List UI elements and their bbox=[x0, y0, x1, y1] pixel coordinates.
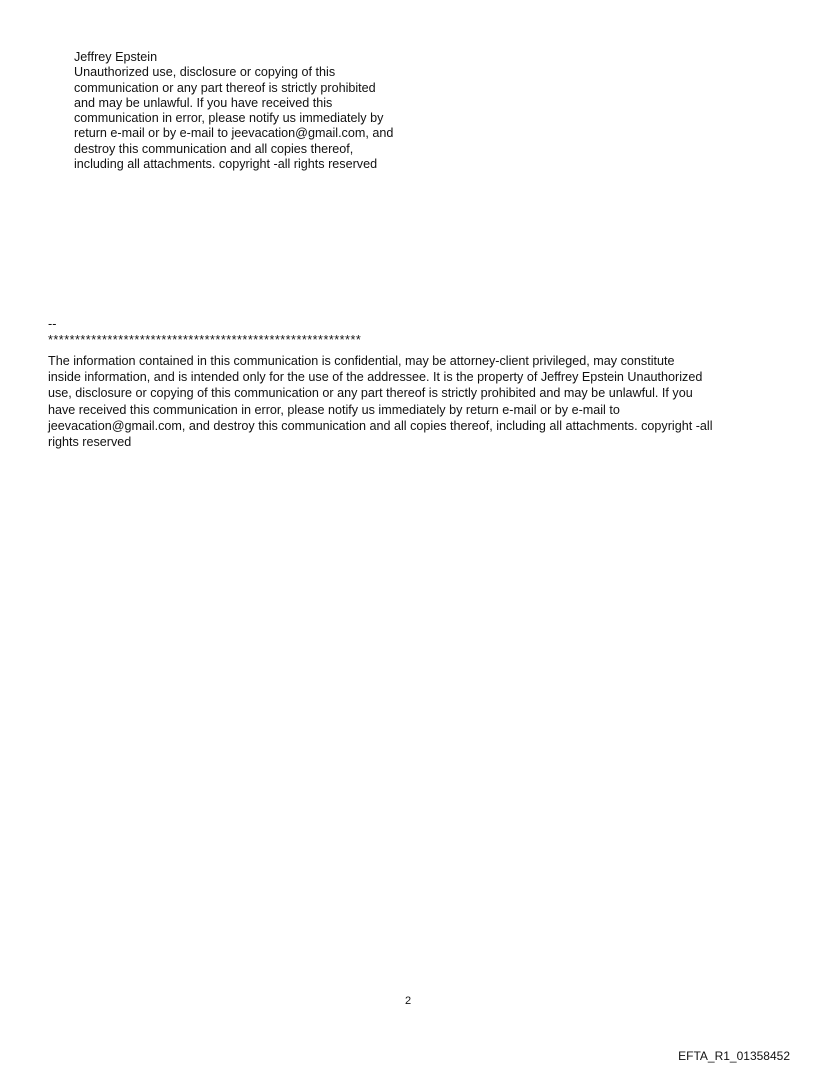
disclaimer-line: The information contained in this communication is confidential, may be attorney-client privileged, may constitute bbox=[48, 354, 675, 368]
disclaimer-line: inside information, and is intended only for the use of the addressee. It is the property of Jeffrey Epstein Unauthorized bbox=[48, 370, 703, 385]
signature-separator: -- bbox=[48, 317, 57, 331]
disclaimer-line: have received this communication in error, please notify us immediately by return e-mail or by e-mail to bbox=[48, 402, 620, 417]
disclaimer-line: rights reserved bbox=[48, 435, 132, 450]
quoted-line: and may be unlawful. If you have received this bbox=[74, 95, 333, 110]
quoted-line: destroy this communication and all copies thereof, bbox=[74, 141, 354, 156]
confidentiality-disclaimer bbox=[48, 353, 778, 450]
quoted-line: communication or any part thereof is strictly prohibited bbox=[74, 80, 376, 95]
disclaimer-line: use, disclosure or copying of this communication or any part thereof is strictly prohibited and may be unlawful. If you bbox=[48, 386, 693, 401]
page-number: 2 bbox=[404, 995, 412, 1007]
quoted-line: including all attachments. copyright -all rights reserved bbox=[74, 157, 378, 172]
quoted-line: return e-mail or by e-mail to jeevacation@gmail.com, and bbox=[74, 126, 394, 141]
quoted-disclaimer-block bbox=[74, 50, 434, 172]
quoted-line: Unauthorized use, disclosure or copying of this bbox=[74, 65, 336, 80]
asterisk-divider: ********************************************************** bbox=[48, 333, 362, 347]
quoted-line: communication in error, please notify us immediately by bbox=[74, 111, 384, 126]
quoted-line: Jeffrey Epstein bbox=[74, 50, 158, 64]
document-id-stamp: EFTA_R1_01358452 bbox=[678, 1049, 790, 1063]
disclaimer-line: jeevacation@gmail.com, and destroy this communication and all copies thereof, including all attachments. copyright -all bbox=[48, 418, 713, 433]
